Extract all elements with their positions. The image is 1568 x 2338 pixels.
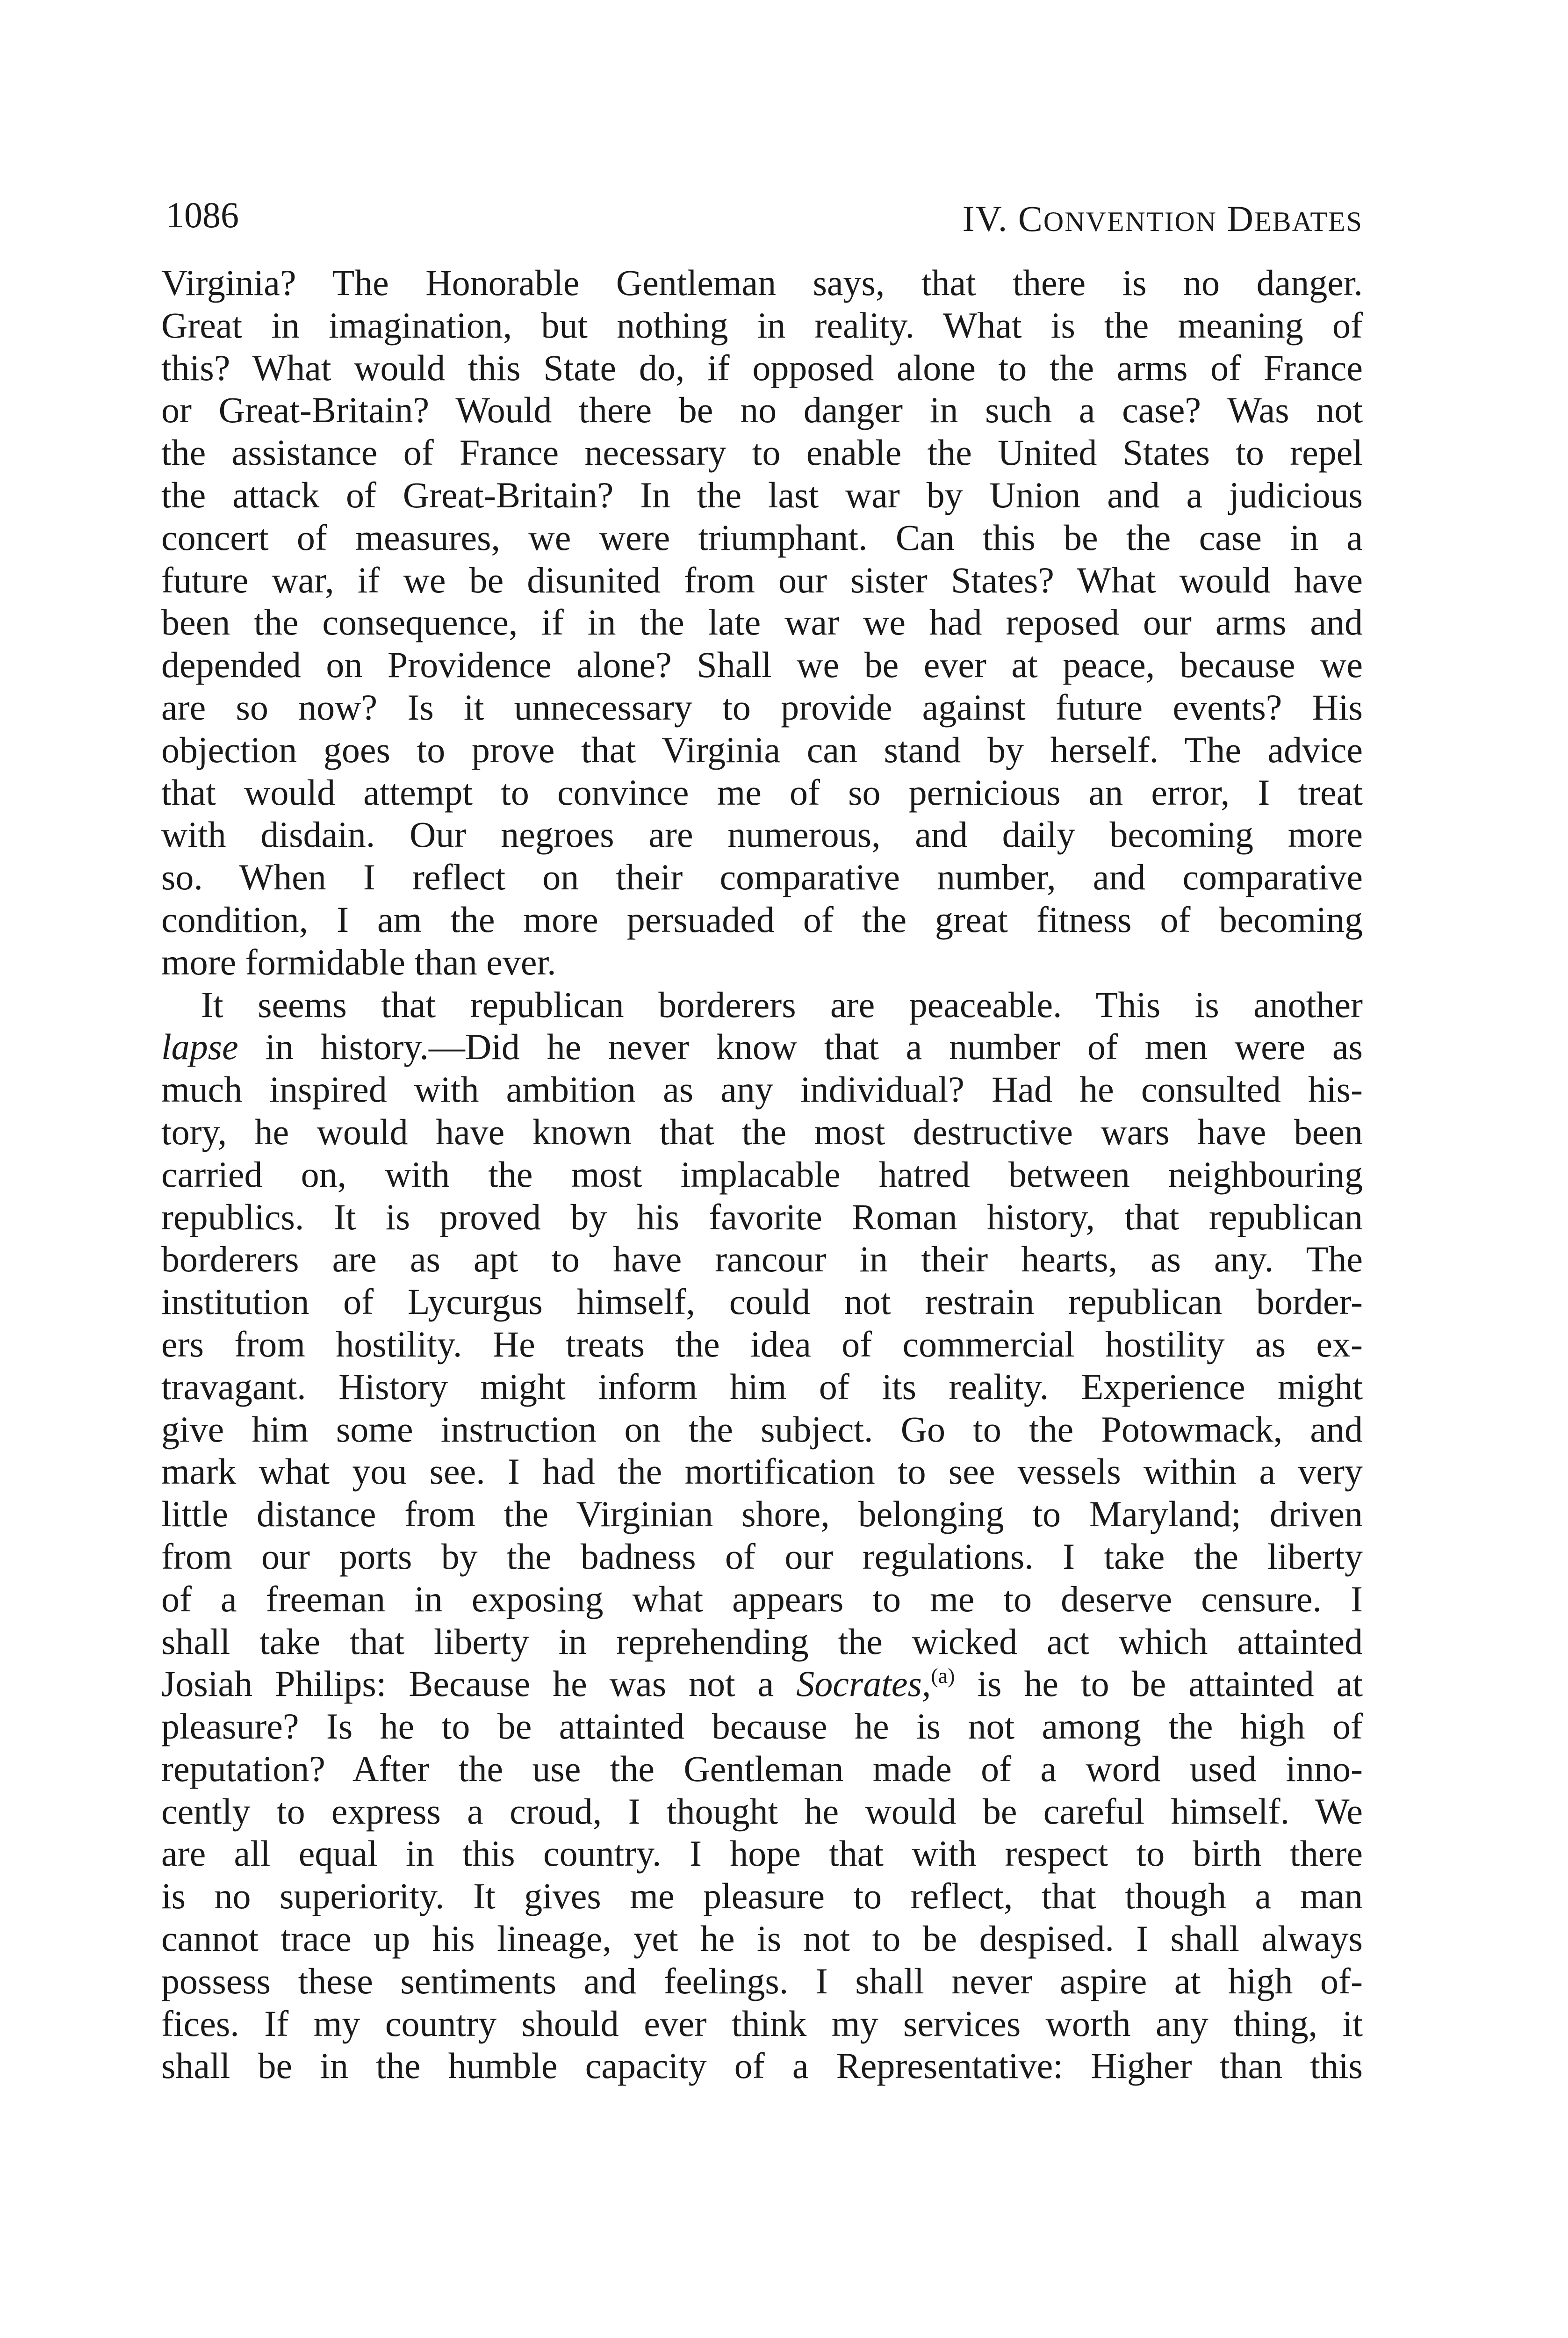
page-number: 1086	[166, 195, 239, 235]
text-line: the assistance of France necessary to enable the United States to repel	[161, 432, 1363, 473]
text-line: much inspired with ambition as any individual? Had he consulted his-	[161, 1069, 1363, 1110]
text-line: little distance from the Virginian shore, belonging to Maryland; driven	[161, 1494, 1363, 1535]
text-line: been the consequence, if in the late war we had reposed our arms and	[161, 602, 1363, 643]
text-line: tory, he would have known that the most destructive wars have been	[161, 1111, 1363, 1152]
text-line: is no superiority. It gives me pleasure to reflect, that though a man	[161, 1876, 1363, 1917]
text-line: pleasure? Is he to be attainted because he is not among the high of	[161, 1706, 1363, 1747]
italic-word-lapse: lapse	[161, 1026, 238, 1068]
text-line: possess these sentiments and feelings. I shall never aspire at high of-	[161, 1960, 1363, 2001]
text-line: from our ports by the badness of our regulations. I take the liberty	[161, 1536, 1363, 1577]
footnote-marker[interactable]: (a)	[931, 1664, 955, 1688]
text-line: Virginia? The Honorable Gentleman says, that there is no danger.	[161, 262, 1363, 303]
text-line: that would attempt to convince me of so pernicious an error, I treat	[161, 772, 1363, 813]
running-head	[166, 187, 1363, 243]
text-line: mark what you see. I had the mortification to see vessels within a very	[161, 1451, 1363, 1492]
text-line: of a freeman in exposing what appears to me to deserve censure. I	[161, 1578, 1363, 1619]
text-line: Great in imagination, but nothing in reality. What is the meaning of	[161, 304, 1363, 346]
text-segment: Josiah Philips: Because he was not a	[161, 1663, 797, 1704]
text-segment: in history.—Did he never know that a number of men were as	[238, 1026, 1363, 1068]
text-line: shall take that liberty in reprehending the wicked act which attainted	[161, 1621, 1363, 1662]
text-line: cannot trace up his lineage, yet he is not to be despised. I shall always	[161, 1918, 1363, 1959]
text-line: republics. It is proved by his favorite Roman history, that republican	[161, 1196, 1363, 1237]
text-line-with-footnote	[161, 1663, 1363, 1705]
text-line: give him some instruction on the subject. Go to the Potowmack, and	[161, 1408, 1363, 1450]
section-word-2-rest: EBATES	[1254, 206, 1363, 237]
text-line: travagant. History might inform him of its reality. Experience might	[161, 1366, 1363, 1407]
text-line: with disdain. Our negroes are numerous, and daily becoming more	[161, 814, 1363, 855]
text-line: future war, if we be disunited from our sister States? What would have	[161, 559, 1363, 600]
text-line: institution of Lycurgus himself, could not restrain republican border-	[161, 1281, 1363, 1322]
text-line: the attack of Great-Britain? In the last war by Union and a judicious	[161, 474, 1363, 515]
text-line: so. When I reflect on their comparative number, and comparative	[161, 857, 1363, 898]
section-word-1-initial: C	[1018, 198, 1043, 239]
text-line: are all equal in this country. I hope that with respect to birth there	[161, 1833, 1363, 1874]
text-line: fices. If my country should ever think my services worth any thing, it	[161, 2003, 1363, 2044]
section-word-2-initial: D	[1227, 198, 1254, 239]
section-title	[963, 191, 1363, 250]
section-numeral: IV.	[962, 198, 1008, 239]
text-segment: is he to be attainted at	[955, 1663, 1363, 1704]
paragraph-1	[161, 262, 1363, 984]
text-line: are so now? Is it unnecessary to provide against future events? His	[161, 686, 1363, 728]
section-word-1-rest: ONVENTION	[1043, 206, 1217, 237]
text-line: or Great-Britain? Would there be no danger in such a case? Was not	[161, 390, 1363, 431]
text-line: condition, I am the more persuaded of the great fitness of becoming	[161, 899, 1363, 940]
text-line: It seems that republican borderers are peaceable. This is another	[201, 984, 1363, 1025]
text-line: reputation? After the use the Gentleman made of a word used inno-	[161, 1748, 1363, 1789]
text-line: more formidable than ever.	[161, 941, 556, 982]
text-line: concert of measures, we were triumphant. Can this be the case in a	[161, 517, 1363, 558]
text-line: carried on, with the most implacable hatred between neighbouring	[161, 1154, 1363, 1195]
text-line: ers from hostility. He treats the idea of commercial hostility as ex-	[161, 1323, 1363, 1364]
text-line: shall be in the humble capacity of a Representative: Higher than this	[161, 2045, 1363, 2086]
italic-word-socrates: Socrates,	[796, 1663, 931, 1704]
text-line: depended on Providence alone? Shall we be ever at peace, because we	[161, 644, 1363, 686]
text-line: objection goes to prove that Virginia can stand by herself. The advice	[161, 729, 1363, 770]
text-line: cently to express a croud, I thought he would be careful himself. We	[161, 1790, 1363, 1832]
text-line: borderers are as apt to have rancour in their hearts, as any. The	[161, 1239, 1363, 1280]
text-line: this? What would this State do, if opposed alone to the arms of France	[161, 347, 1363, 388]
body-text	[161, 262, 1363, 2087]
text-line-with-italic	[161, 1026, 1363, 1068]
paragraph-2	[161, 984, 1363, 2088]
